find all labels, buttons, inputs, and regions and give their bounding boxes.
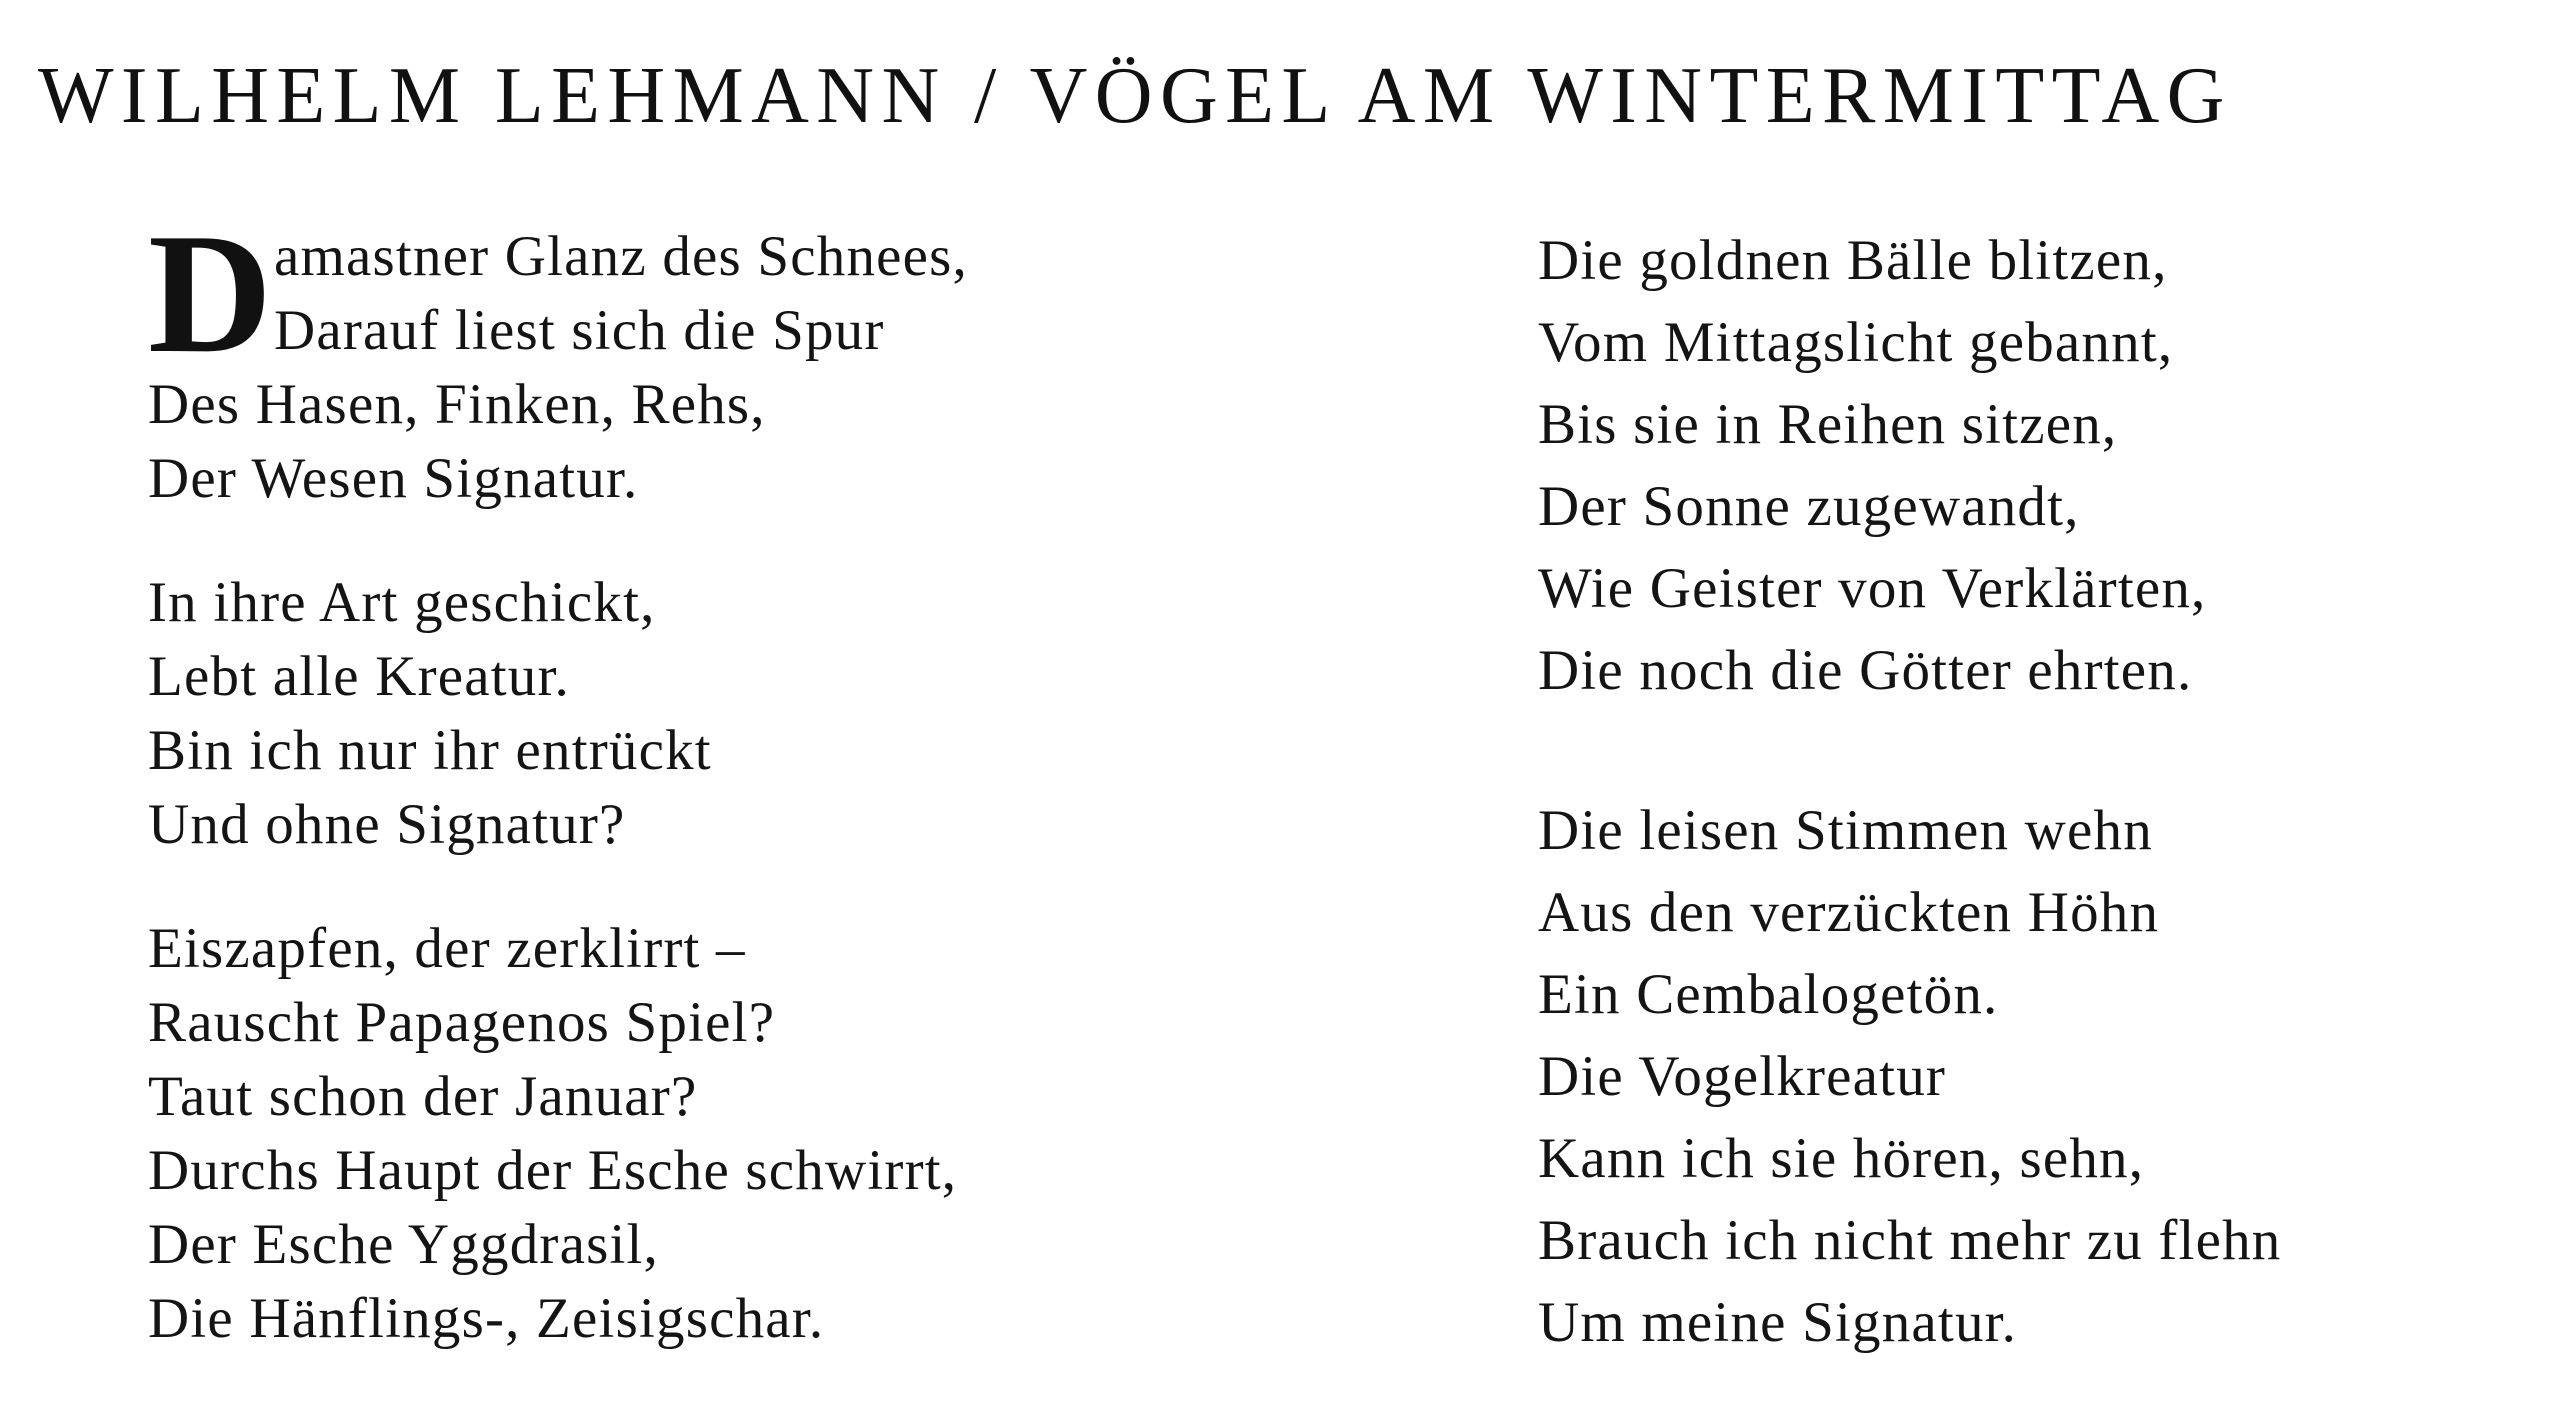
poem-line: Die Hänflings-, Zeisigschar. <box>148 1287 825 1350</box>
poem-line: Um meine Signatur. <box>1538 1291 2018 1354</box>
poem-line: Durchs Haupt der Esche schwirrt, <box>148 1139 958 1202</box>
poem-line: amastner Glanz des Schnees, <box>274 225 968 288</box>
poem-line: Brauch ich nicht mehr zu flehn <box>1538 1209 2282 1272</box>
poem-line: Die goldnen Bälle blitzen, <box>1538 229 2168 292</box>
poem-line: Darauf liest sich die Spur <box>274 299 885 362</box>
poem-line: Ein Cembalogetön. <box>1538 963 1999 1026</box>
poem-line: Die Vogelkreatur <box>1538 1045 1947 1108</box>
poem-line: Des Hasen, Finken, Rehs, <box>148 373 766 436</box>
poem-line: Bin ich nur ihr entrückt <box>148 719 712 782</box>
stanza-4 <box>1538 220 2538 712</box>
poem-line: Die noch die Götter ehrten. <box>1538 639 2193 702</box>
right-column <box>1538 220 2538 1364</box>
poem-line: Aus den verzückten Höhn <box>1538 881 2160 944</box>
poem-line: Eiszapfen, der zerklirrt – <box>148 917 746 980</box>
poem-line: In ihre Art geschickt, <box>148 571 656 634</box>
poem-line: Die leisen Stimmen wehn <box>1538 799 2153 862</box>
poem-line: Bis sie in Reihen sitzen, <box>1538 393 2118 456</box>
stanza-1 <box>148 199 1388 516</box>
poem-title: WILHELM LEHMANN / VÖGEL AM WINTERMITTAG <box>38 52 2232 140</box>
poem-line: Wie Geister von Verklärten, <box>1538 557 2207 620</box>
left-column <box>148 199 1388 1356</box>
poem-line: Lebt alle Kreatur. <box>148 645 570 708</box>
poem-line: Der Esche Yggdrasil, <box>148 1213 659 1276</box>
poem-line: Kann ich sie hören, sehn, <box>1538 1127 2145 1190</box>
stanza-5 <box>1538 790 2538 1364</box>
poem-line: Taut schon der Januar? <box>148 1065 698 1128</box>
poem-line: Der Wesen Signatur. <box>148 447 639 510</box>
poem-line: Und ohne Signatur? <box>148 793 626 856</box>
poem-line: Rauscht Papagenos Spiel? <box>148 991 776 1054</box>
poem-line: Der Sonne zugewandt, <box>1538 475 2080 538</box>
stanza-3 <box>148 912 1388 1356</box>
stanza-2 <box>148 566 1388 862</box>
poem-line: Vom Mittagslicht gebannt, <box>1538 311 2174 374</box>
drop-cap: D <box>148 199 273 389</box>
